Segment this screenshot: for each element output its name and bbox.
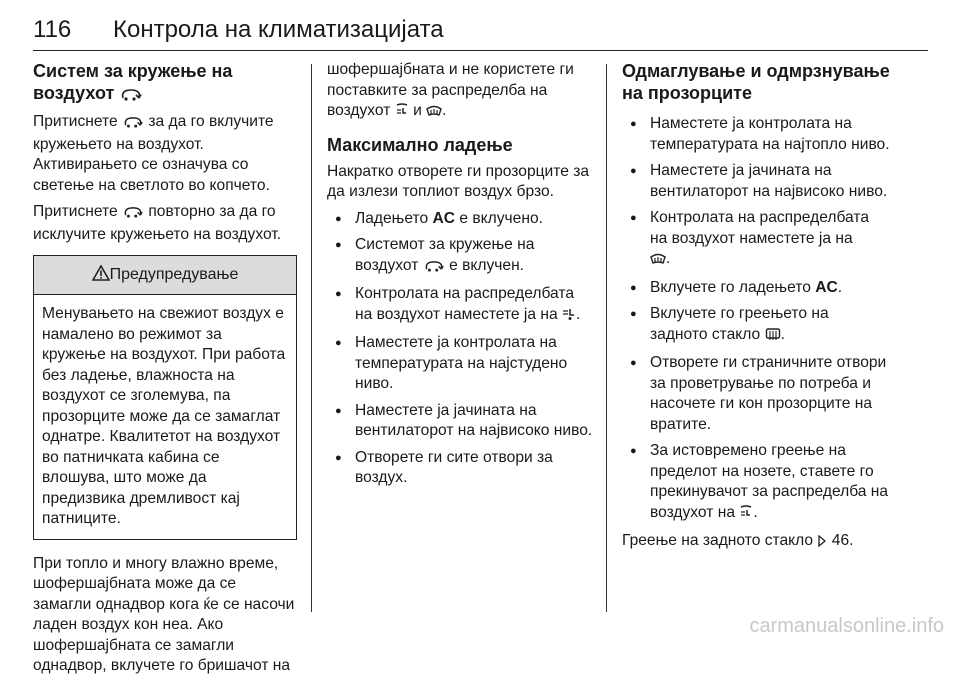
list-item: ● Ладењето AC е вклучено.	[327, 209, 593, 230]
column-3	[622, 60, 890, 560]
list-item: ● Отворете ги страничните отвори за проветрување по потреба и насочете ги кон прозорците на вратите.	[622, 353, 890, 435]
bullet-list	[327, 209, 593, 489]
section-heading-max-cooling: Максимално ладење	[327, 134, 513, 155]
windscreen-feet-distribution-icon	[395, 103, 409, 124]
warning-triangle-icon	[92, 258, 110, 296]
list-item: ● Вклучете го ладењето AC.	[622, 278, 890, 299]
paragraph: Притиснете повторно за да го исклучите кружењето на воздухот.	[33, 203, 282, 243]
list-item: ● Наместете ја јачината на вентилаторот на највисоко ниво.	[327, 401, 593, 442]
warning-box	[33, 255, 297, 540]
page-reference-arrow-icon	[817, 533, 827, 554]
page-number: 116	[33, 16, 72, 43]
page-title: Контрола на климатизацијата	[113, 16, 444, 43]
paragraph: шофершајбната и не користете ги поставките за распределба на воздухот и .	[327, 60, 593, 124]
list-item: ● Наместете ја контролата на температурата на најстудено ниво.	[327, 333, 593, 395]
list-item: ● Системот за кружење на воздухот е вклучен.	[327, 235, 593, 278]
list-item: ● Отворете ги сите отвори за воздух.	[327, 448, 593, 489]
recirculation-icon	[122, 114, 144, 135]
recirculation-icon	[423, 258, 445, 279]
column-divider	[606, 64, 607, 612]
list-item: ● Контролата на распределбата на воздухот наместете ја на .	[327, 284, 593, 327]
paragraph: При топло и многу влажно време, шофершајбната може да се замагли однадвор кога ќе се насочи ладен воздух кон неа. Ако шофершајбната се замагли однадвор, вклучете го бришачот на	[33, 554, 295, 674]
rear-window-heating-icon	[765, 327, 781, 348]
list-item: ● За истовремено греење на пределот на нозете, ставете го прекинувачот за распределба на воздухот на .	[622, 441, 890, 525]
recirculation-icon	[119, 84, 143, 106]
page-header	[33, 14, 928, 51]
vent-distribution-icon	[562, 307, 576, 328]
warning-header: Предупредување	[34, 256, 296, 295]
section-heading-demist: Одмаглување и одмрзнување на прозорците	[622, 61, 890, 103]
bullet-list	[622, 114, 890, 525]
watermark: carmanualsonline.info	[749, 615, 944, 637]
paragraph: Притиснете за да го вклучите кружењето на воздухот. Активирањето се означува со светење на светлото во копчето.	[33, 113, 274, 194]
windscreen-defrost-icon	[650, 251, 666, 272]
paragraph: Накратко отворете ги прозорците за да излези топлиот воздух брзо.	[327, 162, 590, 200]
list-item: ● Контролата на распределбата на воздухот наместете ја на .	[622, 208, 890, 272]
windscreen-feet-distribution-icon	[739, 505, 753, 526]
list-item: ● Наместете ја јачината на вентилаторот на највисоко ниво.	[622, 161, 890, 202]
cross-reference: Греење на задното стакло 46.	[622, 531, 890, 554]
warning-body: Менувањето на свежиот воздух е намалено во режимот за кружење на воздухот. При работа без ладење, влажноста на воздухот се зголемува, па прозорците може да се замаглат однатре. Квалитетот на воздухот во патничката кабина се влошува, што може да предизвика дремливост кај патниците.	[42, 305, 286, 527]
list-item: ● Наместете ја контролата на температурата на најтопло ниво.	[622, 114, 890, 155]
recirculation-icon	[122, 204, 144, 225]
list-item: ● Вклучете го греењето на задното стакло .	[622, 304, 890, 347]
column-2	[327, 60, 593, 495]
windscreen-defrost-icon	[426, 103, 442, 124]
column-1	[33, 60, 297, 683]
column-divider	[311, 64, 312, 612]
page-reference-link[interactable]: 46.	[831, 532, 854, 549]
section-heading-recirculation: Систем за кружење на воздухот	[33, 60, 297, 106]
